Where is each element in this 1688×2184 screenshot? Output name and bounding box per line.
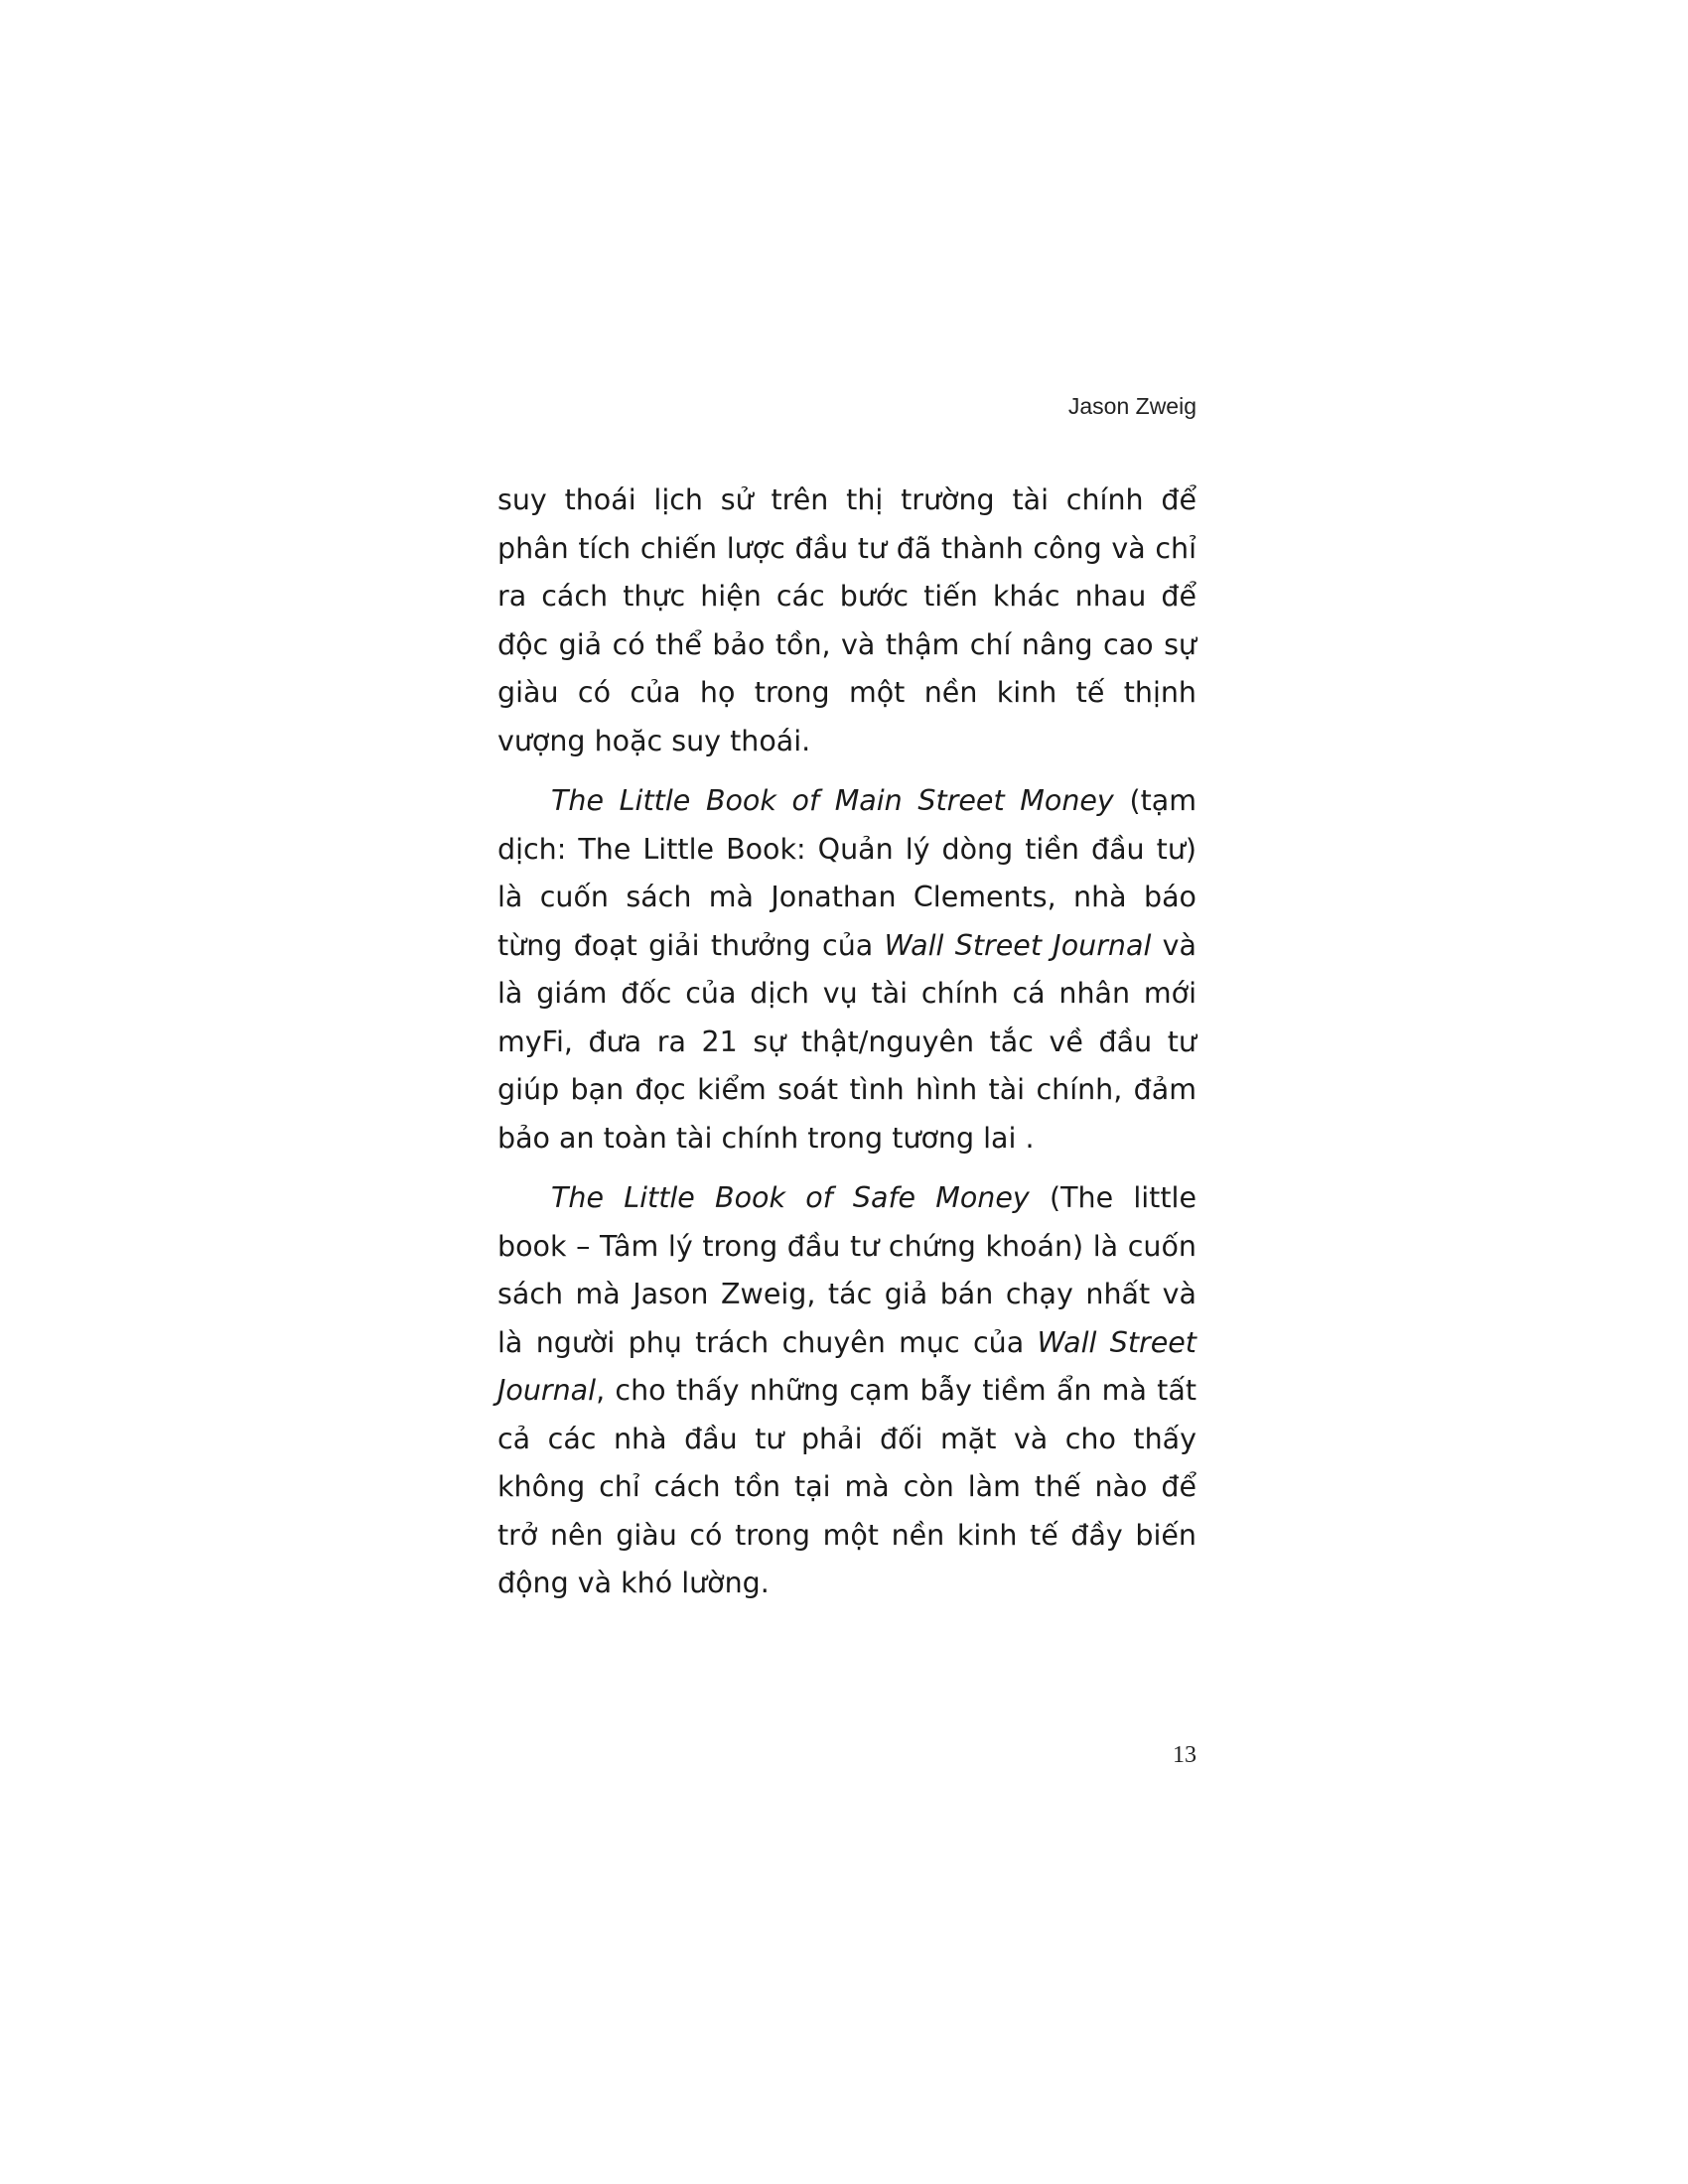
paragraph-text: (The little book – Tâm lý trong đầu tư chứng khoán) là cuốn sách mà Jason Zweig, tác giả bán chạy nhất và là người phụ trách chuyên mục của bbox=[497, 1181, 1196, 1359]
paragraph-continuation bbox=[497, 477, 1196, 765]
paragraph-text: và là giám đốc của dịch vụ tài chính cá nhân mới myFi, đưa ra 21 sự thật/nguyên tắc về đầu tư giúp bạn đọc kiểm soát tình hình tài chính, đảm bảo an toàn tài chính trong tương lai . bbox=[497, 928, 1197, 1155]
paragraph-text: (tạm dịch: The Little Book: Quản lý dòng tiền đầu tư) là cuốn sách mà Jonathan Clements, nhà báo từng đoạt giải thưởng của bbox=[497, 784, 1196, 962]
page-number: 13 bbox=[1173, 1742, 1196, 1768]
body-text bbox=[497, 477, 1196, 1620]
publication-title: Wall Street Journal bbox=[884, 928, 1152, 962]
publication-title: Wall Street Journal bbox=[497, 1325, 1196, 1407]
paragraph-safe-money bbox=[497, 1174, 1196, 1608]
paragraph-text: , cho thấy những cạm bẫy tiềm ẩn mà tất cả các nhà đầu tư phải đối mặt và cho thấy không chỉ cách tồn tại mà còn làm thế nào để trở nên giàu có trong một nền kinh tế đầy biến động và khó lường. bbox=[497, 1374, 1196, 1599]
paragraph-main-street-money bbox=[497, 777, 1196, 1162]
running-header: Jason Zweig bbox=[1067, 393, 1196, 419]
paragraph-text: suy thoái lịch sử trên thị trường tài chính để phân tích chiến lược đầu tư đã thành công và chỉ ra cách thực hiện các bước tiến khác nhau để độc giả có thể bảo tồn, và thậm chí nâng cao sự giàu có của họ trong một nền kinh tế thịnh vượng hoặc suy thoái. bbox=[497, 483, 1196, 757]
book-title: The Little Book of Main Street Money bbox=[551, 784, 1114, 817]
book-title: The Little Book of Safe Money bbox=[551, 1181, 1030, 1214]
